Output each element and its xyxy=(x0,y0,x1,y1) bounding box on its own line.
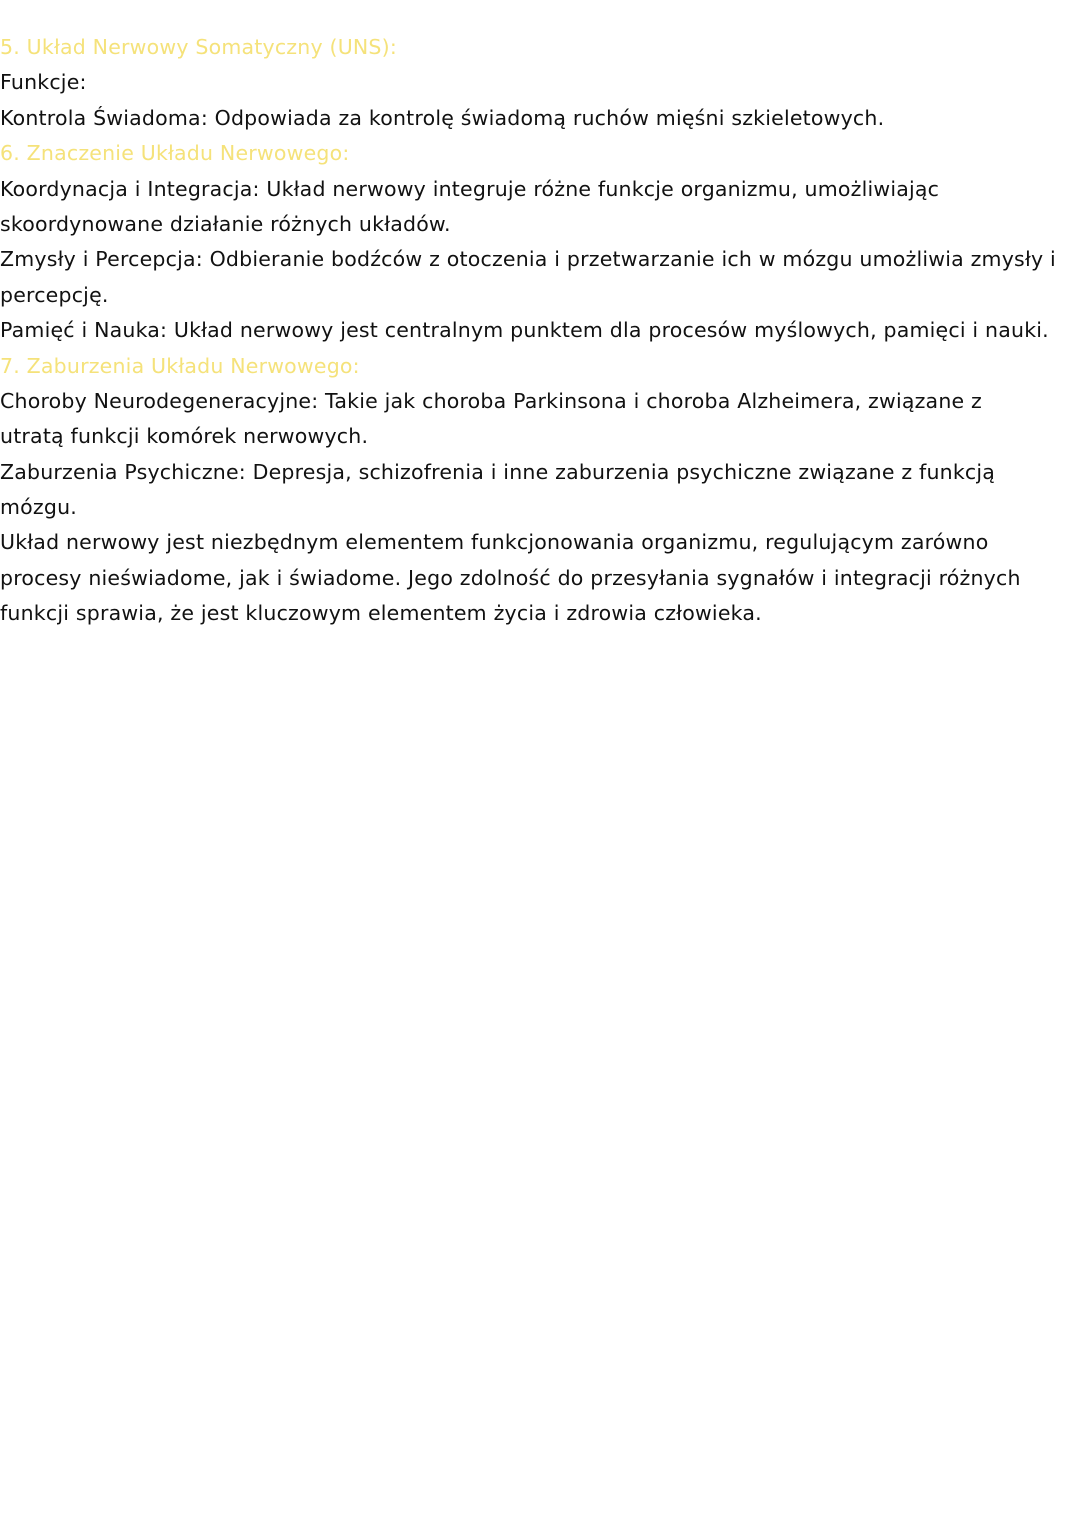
text-line: skoordynowane działanie różnych układów. xyxy=(0,211,451,236)
summary-line: funkcji sprawia, że jest kluczowym elementem życia i zdrowia człowieka. xyxy=(0,601,762,626)
text-line: Zmysły i Percepcja: Odbieranie bodźców z otoczenia i przetwarzanie ich w mózgu umożliwia zmysły i xyxy=(0,247,1056,272)
summary-line: Układ nerwowy jest niezbędnym elementem funkcjonowania organizmu, regulującym zarówno xyxy=(0,530,989,555)
text-line: Kontrola Świadoma: Odpowiada za kontrolę świadomą ruchów mięśni szkieletowych. xyxy=(0,105,885,130)
text-line: Choroby Neurodegeneracyjne: Takie jak choroba Parkinsona i choroba Alzheimera, związane z xyxy=(0,388,983,413)
text-line: Koordynacja i Integracja: Układ nerwowy integruje różne funkcje organizmu, umożliwiając xyxy=(0,176,940,201)
section-heading-5: 5. Układ Nerwowy Somatyczny (UNS): xyxy=(0,35,397,59)
section-heading-6: 6. Znaczenie Układu Nerwowego: xyxy=(0,141,350,166)
summary-line: procesy nieświadome, jak i świadome. Jego zdolność do przesyłania sygnałów i integracji różnych xyxy=(0,565,1021,590)
functions-label: Funkcje: xyxy=(0,70,87,95)
document-page xyxy=(0,30,1075,632)
text-line: Zaburzenia Psychiczne: Depresja, schizofrenia i inne zaburzenia psychiczne związane z funkcją xyxy=(0,459,996,484)
text-line: utratą funkcji komórek nerwowych. xyxy=(0,424,369,449)
text-line: percepcję. xyxy=(0,282,109,307)
section-heading-7: 7. Zaburzenia Układu Nerwowego: xyxy=(0,353,360,378)
text-line: mózgu. xyxy=(0,495,77,520)
text-line: Pamięć i Nauka: Układ nerwowy jest centralnym punktem dla procesów myślowych, pamięci i nauki. xyxy=(0,318,1049,343)
